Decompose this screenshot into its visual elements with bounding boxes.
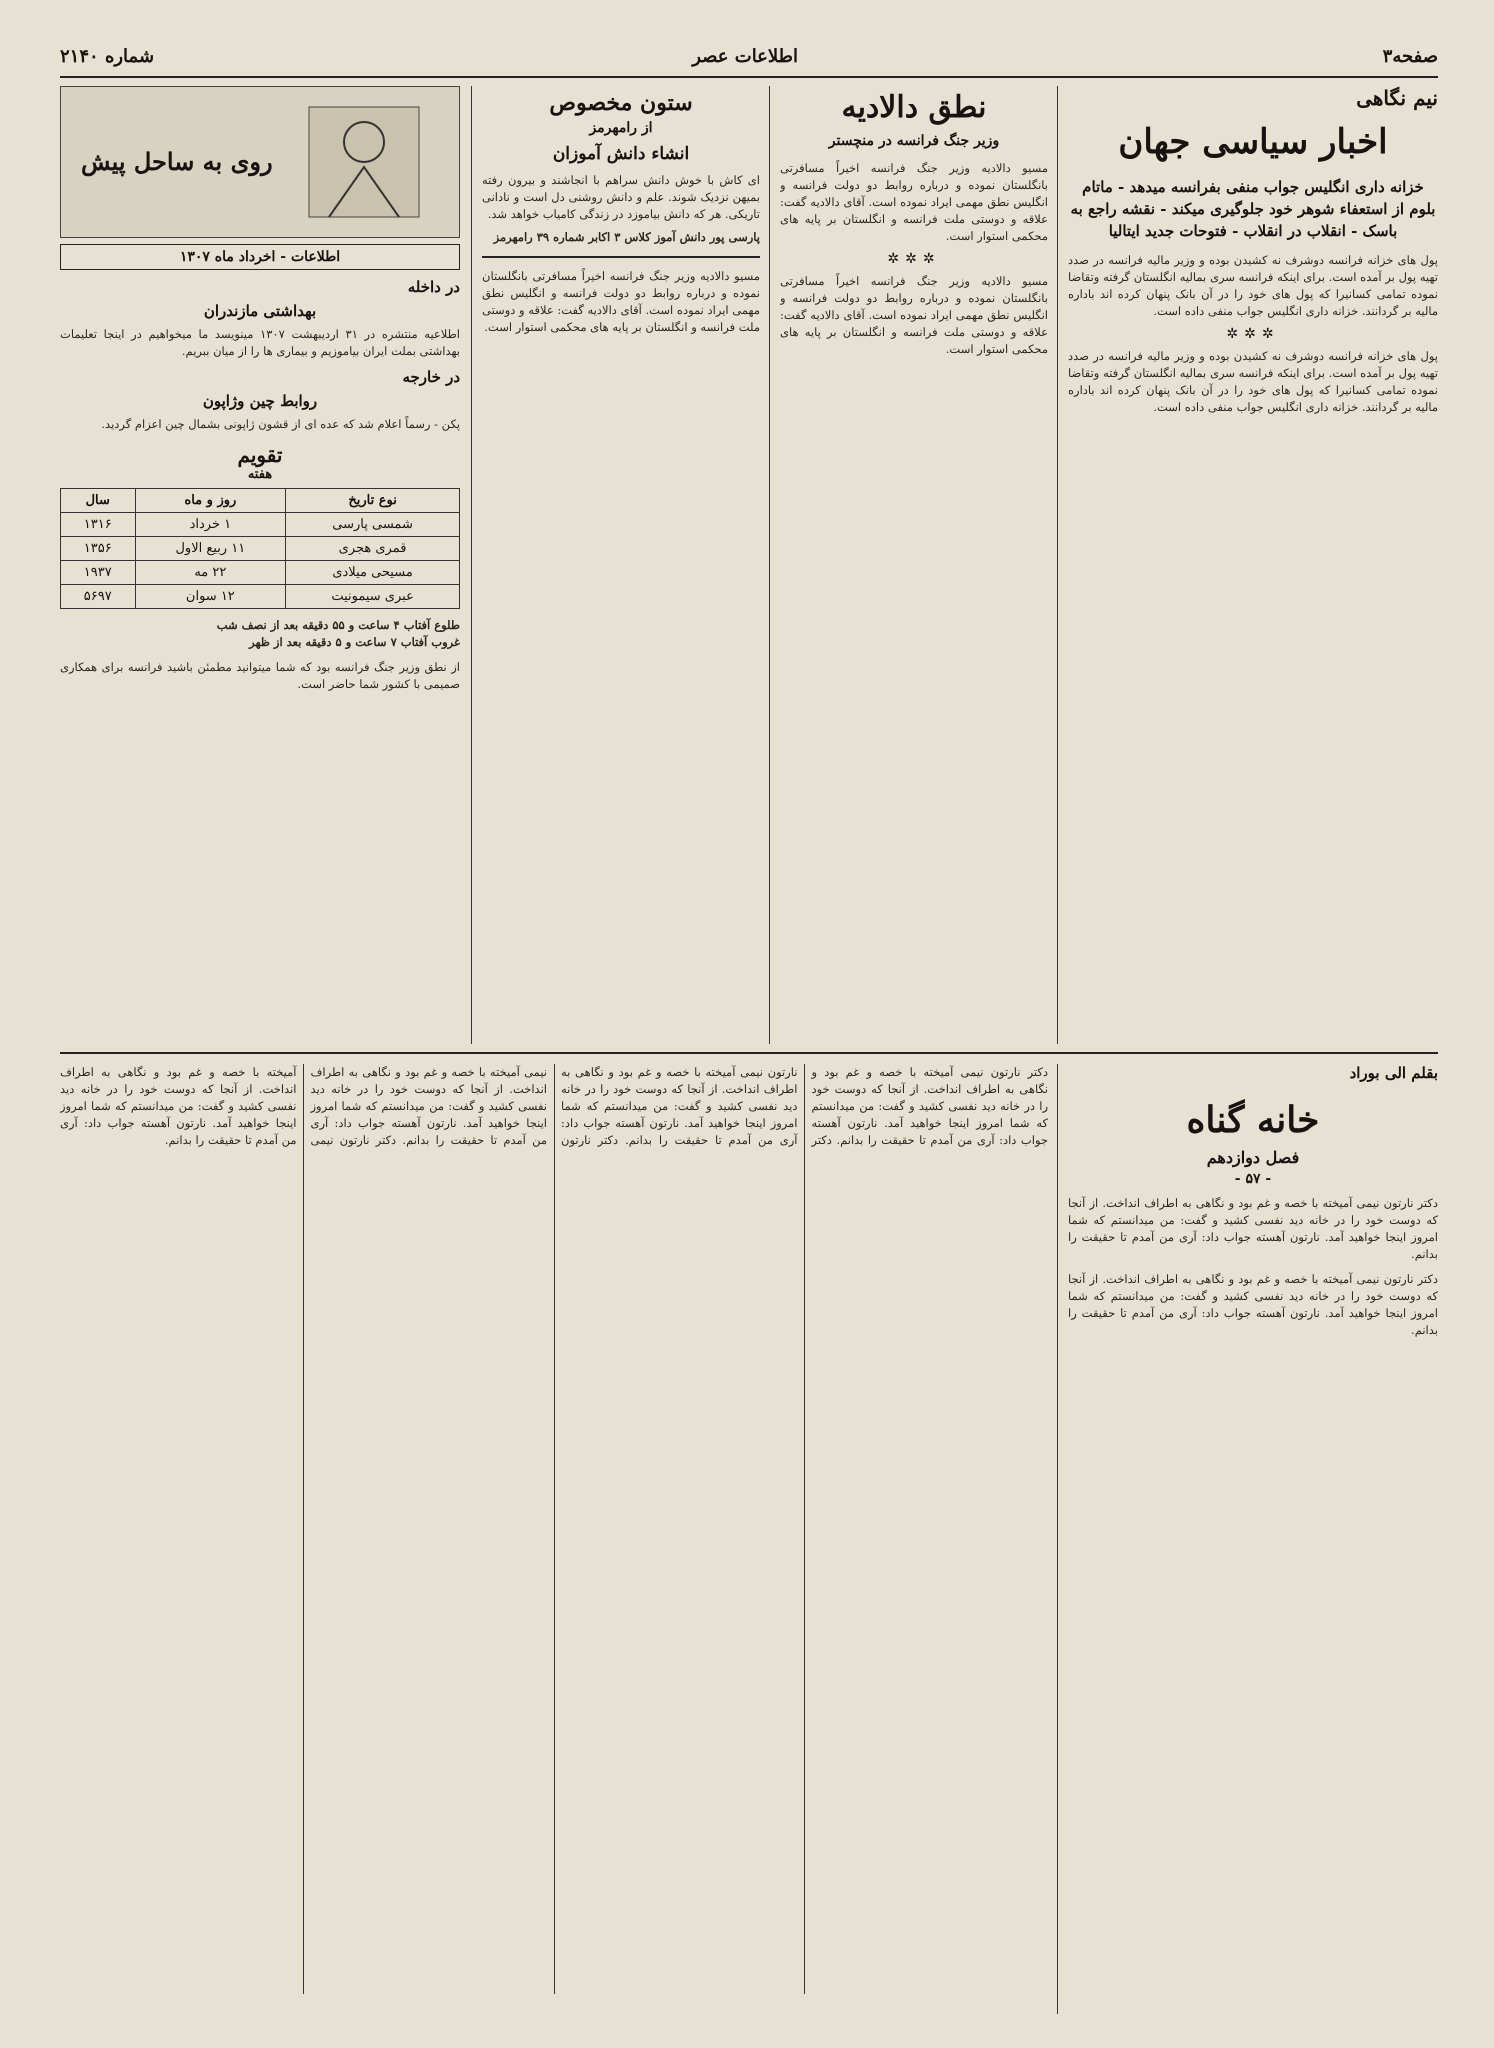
story-text: دکتر نارتون نیمی آمیخته با خصه و غم بود و نگاهی به اطراف انداخت. از آنجا که دوست خود را در خانه دید نفسی کشید و گفت: من میدانستم که شما امروز اینجا خواهید آمد. نارتون آهسته جواب داد: آری من آمدم تا حقیقت را بدانم. xyxy=(310,1065,619,1147)
calendar-table xyxy=(60,488,460,609)
newspaper-name: اطلاعات عصر xyxy=(692,46,798,67)
story-chapter: فصل دوازدهم xyxy=(1206,1148,1300,1167)
sunset-time: غروب آفتاب ۷ ساعت و ۵ دقیقه بعد از ظهر xyxy=(249,635,460,649)
sunrise-time: طلوع آفتاب ۴ ساعت و ۵۵ دقیقه بعد از نصف شب xyxy=(216,618,460,632)
calendar-col-day: روز و ماه xyxy=(135,489,286,513)
story-byline: بقلم الی بوراد xyxy=(1349,1064,1438,1082)
calendar-week: هفته xyxy=(247,467,273,482)
calendar-header-row xyxy=(61,489,460,513)
table-row xyxy=(61,513,460,537)
story-text: دکتر نارتون نیمی آمیخته با خصه و غم بود و نگاهی به اطراف انداخت. از آنجا که دوست خود را در خانه دید نفسی کشید و گفت: من میدانستم که شما امروز اینجا خواهید آمد. نارتون آهسته جواب داد: آری من آمدم تا حقیقت را بدانم. xyxy=(60,1065,397,1147)
column-rule xyxy=(1057,1064,1058,2014)
calendar-cell: ۱۳۵۶ xyxy=(61,537,136,561)
table-row xyxy=(61,561,460,585)
essay-body-continued: مسیو دالادیه وزیر جنگ فرانسه اخیراً مسافرتی بانگلستان نموده و درباره روابط دو دولت فرانسه و انگلیس نطق مهمی ایراد نموده است. آقای دالادیه گفت: علاقه و دوستی ملت فرانسه و انگلستان بر پایه های محکمی استوار است. xyxy=(482,269,760,334)
essay-body: ای کاش با خوش دانش سراهم با انجاشند و بیرون رفته بمیهن نزدیک شوند. علم و دانش روشنی دل است و نادانی تاریکی. هر که دانش بیاموزد در زندگی کامیاب خواهد شد. xyxy=(482,173,760,221)
newspaper-page xyxy=(60,40,1438,2020)
column-daladier-speech xyxy=(780,86,1048,1044)
special-column-title: ستون مخصوص xyxy=(549,90,693,116)
section-divider: ✲✲✲ xyxy=(1226,326,1280,342)
calendar-cell: مسیحی میلادی xyxy=(286,561,460,585)
main-subhead: خزانه داری انگلیس جواب منفی بفرانسه میدهد - ماتام بلوم از استعفاء شوهر خود جلوگیری میکند - نقشه راجع به باسک - انقلاب در انقلاب - فتوحات جدید ایتالیا xyxy=(1070,178,1436,240)
calendar-heading: تقویم xyxy=(237,443,283,467)
section-kicker: نیم نگاهی xyxy=(1356,86,1438,110)
essay-signature: پارسی پور دانش آموز کلاس ۳ اکابر شماره ۳۹ رامهرمز xyxy=(493,230,760,244)
date-line: اطلاعات - اخرداد ماه ۱۳۰۷ xyxy=(60,244,460,270)
speech-title: نطق دالادیه xyxy=(841,90,987,125)
cartoon-illustration xyxy=(60,86,460,238)
article-body: پول های خزانه فرانسه دوشرف نه کشیدن بوده و وزیر مالیه فرانسه در صدد تهیه پول بر آمده است. برای اینکه فرانسه سری بمالیه انگلستان گرفته وتقاضا نموده تمامی کسانیرا که پول های خود را در آن بانک پنهان کرده اند باداره مالیه بر گردانند. خزانه داری انگلیس جواب منفی داده است. xyxy=(1068,253,1438,318)
page-header xyxy=(60,40,1438,78)
calendar-cell: شمسی پارسی xyxy=(286,513,460,537)
calendar-cell: ۱ خرداد xyxy=(135,513,286,537)
page-label: صفحه۳ xyxy=(1382,46,1438,67)
article-body-continued: پول های خزانه فرانسه دوشرف نه کشیدن بوده و وزیر مالیه فرانسه در صدد تهیه پول بر آمده است. برای اینکه فرانسه سری بمالیه انگلستان گرفته وتقاضا نموده تمامی کسانیرا که پول های خود را در آن بانک پنهان کرده اند باداره مالیه بر گردانند. خزانه داری انگلیس جواب منفی داده است. xyxy=(1068,349,1438,414)
essay-heading: انشاء دانش آموزان xyxy=(552,144,690,164)
story-continuation xyxy=(60,1064,1048,2014)
section-separator xyxy=(482,256,760,258)
fold-rule xyxy=(60,1052,1438,1054)
story-body-continued: دکتر نارتون نیمی آمیخته با خصه و غم بود و نگاهی به اطراف انداخت. از آنجا که دوست خود را در خانه دید نفسی کشید و گفت: من میدانستم که شما امروز اینجا خواهید آمد. نارتون آهسته جواب داد: آری من آمدم تا حقیقت را بدانم. xyxy=(1068,1272,1438,1337)
story-number: - ۵۷ - xyxy=(1234,1171,1272,1187)
domestic-heading: در داخله xyxy=(407,278,460,296)
column-special xyxy=(482,86,760,1044)
column-calendar xyxy=(60,86,460,1044)
foreign-item-title: روابط چین وژاپون xyxy=(202,392,318,410)
story-text: دکتر نارتون نیمی آمیخته با خصه و غم بود و نگاهی به اطراف انداخت. از آنجا که دوست خود را در خانه دید نفسی کشید و گفت: من میدانستم که شما امروز اینجا خواهید آمد. نارتون آهسته جواب داد: آری من آمدم تا حقیقت را بدانم. xyxy=(561,1065,832,1147)
calendar-note: از نطق وزیر جنگ فرانسه بود که شما میتوانید مطمئن باشید فرانسه برای همکاری صمیمی با کشور شما حاضر است. xyxy=(60,660,460,691)
calendar-cell: ۲۲ مه xyxy=(135,561,286,585)
special-byline: از رامهرمز xyxy=(589,120,653,136)
calendar-cell: ۱۹۳۷ xyxy=(61,561,136,585)
domestic-item-title: بهداشتی مازندران xyxy=(203,302,317,320)
foreign-item-body: پکن - رسماً اعلام شد که عده ای از قشون ژاپونی بشمال چین اعزام گردید. xyxy=(101,417,460,431)
column-rule xyxy=(769,86,770,1044)
story-text: دکتر نارتون نیمی آمیخته با خصه و غم بود و نگاهی به اطراف انداخت. از آنجا که دوست خود را در خانه دید نفسی کشید و گفت: من میدانستم که شما امروز اینجا خواهید آمد. نارتون آهسته جواب داد: آری من آمدم تا حقیقت را بدانم. xyxy=(811,1065,1048,1147)
column-world-news xyxy=(1068,86,1438,1044)
serial-story xyxy=(1068,1064,1438,2014)
calendar-cell: عبری سیمونیت xyxy=(286,585,460,609)
calendar-cell: ۱۲ سوان xyxy=(135,585,286,609)
table-row xyxy=(61,585,460,609)
calendar-cell: ۵۶۹۷ xyxy=(61,585,136,609)
story-columns xyxy=(60,1064,1048,1994)
issue-number: شماره ۲۱۴۰ xyxy=(60,46,155,67)
speech-body-continued: مسیو دالادیه وزیر جنگ فرانسه اخیراً مسافرتی بانگلستان نموده و درباره روابط دو دولت فرانسه و انگلیس نطق مهمی ایراد نموده است. آقای دالادیه گفت: علاقه و دوستی ملت فرانسه و انگلستان بر پایه های محکمی استوار است. xyxy=(780,274,1048,356)
column-rule xyxy=(471,86,472,1044)
calendar-cell: قمری هجری xyxy=(286,537,460,561)
speech-subtitle: وزیر جنگ فرانسه در منچستر xyxy=(828,133,1000,149)
calendar-col-type: نوع تاریخ xyxy=(286,489,460,513)
calendar-cell: ۱۳۱۶ xyxy=(61,513,136,537)
column-rule xyxy=(1057,86,1058,1044)
foreign-heading: در خارجه xyxy=(402,368,460,386)
calendar-cell: ۱۱ ربیع الاول xyxy=(135,537,286,561)
story-title: خانه گناه xyxy=(1186,1099,1320,1141)
cartoon-caption: روی به ساحل پیش xyxy=(81,147,273,176)
domestic-item-body: اطلاعیه منتشره در ۳۱ اردیبهشت ۱۳۰۷ مینویسد ما میخواهیم در اینجا تعلیمات بهداشتی بملت ایران بیاموزیم و بیماری ها را از میان ببریم. xyxy=(60,327,460,358)
main-headline: اخبار سیاسی جهان xyxy=(1118,122,1388,162)
speech-body: مسیو دالادیه وزیر جنگ فرانسه اخیراً مسافرتی بانگلستان نموده و درباره روابط دو دولت فرانسه و انگلیس نطق مهمی ایراد نموده است. آقای دالادیه گفت: علاقه و دوستی ملت فرانسه و انگلستان بر پایه های محکمی استوار است. xyxy=(780,161,1048,243)
story-body: دکتر نارتون نیمی آمیخته با خصه و غم بود و نگاهی به اطراف انداخت. از آنجا که دوست خود را در خانه دید نفسی کشید و گفت: من میدانستم که شما امروز اینجا خواهید آمد. نارتون آهسته جواب داد: آری من آمدم تا حقیقت را بدانم. xyxy=(1068,1196,1438,1261)
section-divider: ✲✲✲ xyxy=(887,251,941,267)
calendar-col-year: سال xyxy=(61,489,136,513)
table-row xyxy=(61,537,460,561)
